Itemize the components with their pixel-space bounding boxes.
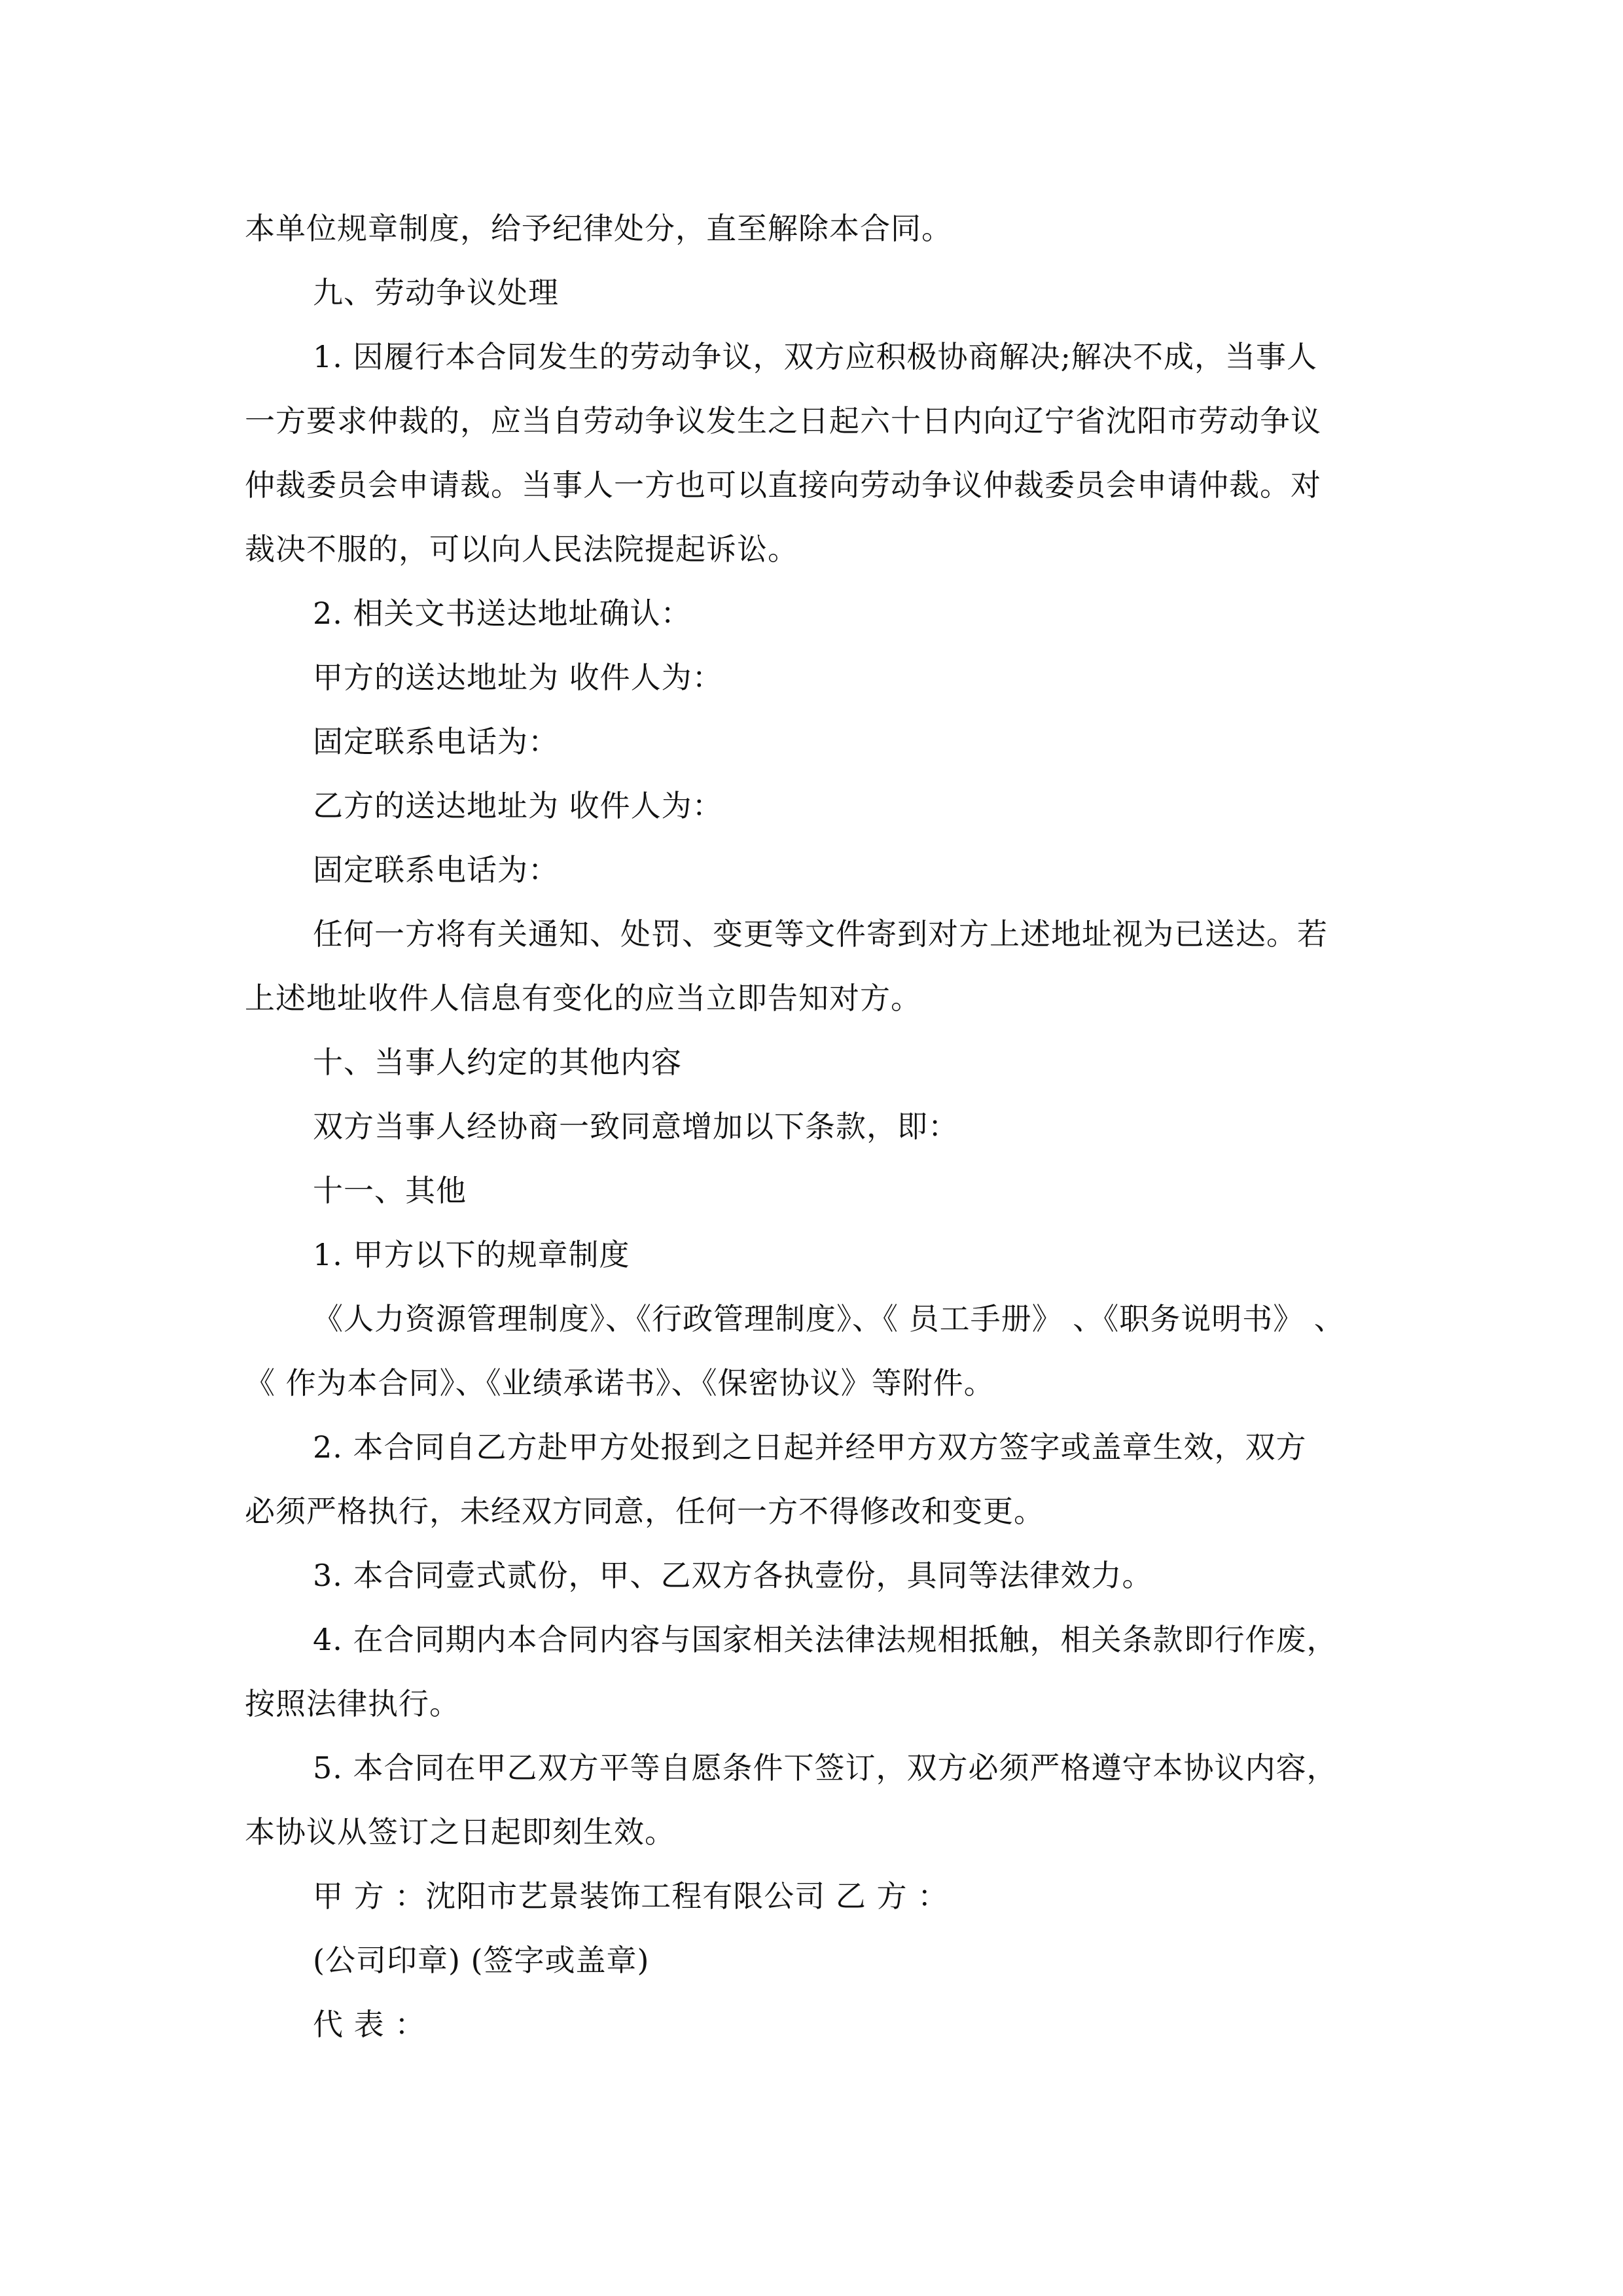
text-line: 甲 方 ：沈阳市艺景装饰工程有限公司 乙 方 ：: [313, 1878, 949, 1914]
text-line: 任何一方将有关通知、处罚、变更等文件寄到对方上述地址视为已送达。若: [313, 916, 1328, 952]
text-line: 2. 相关文书送达地址确认：: [313, 596, 692, 631]
text-line: 一方要求仲裁的，应当自劳动争议发生之日起六十日内向辽宁省沈阳市劳动争议: [245, 403, 1321, 439]
text-line: 5. 本合同在甲乙双方平等自愿条件下签订，双方必须严格遵守本协议内容，: [313, 1750, 1338, 1785]
text-line: 代 表 ：: [313, 2007, 426, 2042]
text-line: 4. 在合同期内本合同内容与国家相关法律法规相抵触，相关条款即行作废，: [313, 1622, 1338, 1657]
text-line: 十一、其他: [313, 1173, 467, 1208]
text-line: 甲方的送达地址为 收件人为：: [313, 660, 723, 695]
text-line: 2. 本合同自乙方赴甲方处报到之日起并经甲方双方签字或盖章生效，双方: [313, 1429, 1307, 1465]
text-line: 《 作为本合同》、《业绩承诺书》、《保密协议》等附件。: [245, 1365, 995, 1401]
text-line: 3. 本合同壹式贰份，甲、乙双方各执壹份，具同等法律效力。: [313, 1558, 1153, 1593]
text-line: 按照法律执行。: [245, 1686, 460, 1721]
text-line: (公司印章) (签字或盖章): [313, 1943, 650, 1978]
text-line: 双方当事人经协商一致同意增加以下条款，即：: [313, 1109, 959, 1144]
text-line: 九、劳动争议处理: [313, 275, 559, 310]
text-line: 1. 甲方以下的规章制度: [313, 1237, 630, 1272]
text-line: 本单位规章制度，给予纪律处分，直至解除本合同。: [245, 211, 952, 246]
text-line: 裁决不服的，可以向人民法院提起诉讼。: [245, 531, 798, 567]
document-body: [245, 196, 1397, 2056]
text-line: 1. 因履行本合同发生的劳动争议，双方应积极协商解决;解决不成，当事人: [313, 339, 1318, 374]
text-line: 乙方的送达地址为 收件人为：: [313, 788, 723, 823]
text-line: 必须严格执行，未经双方同意，任何一方不得修改和变更。: [245, 1494, 1044, 1529]
text-line: 固定联系电话为：: [313, 852, 559, 888]
text-line: 十、当事人约定的其他内容: [313, 1045, 682, 1080]
text-line: 上述地址收件人信息有变化的应当立即告知对方。: [245, 980, 921, 1016]
text-line: 本协议从签订之日起即刻生效。: [245, 1814, 675, 1850]
text-line: 固定联系电话为：: [313, 724, 559, 759]
text-line: 仲裁委员会申请裁。当事人一方也可以直接向劳动争议仲裁委员会申请仲裁。对: [245, 467, 1321, 503]
text-line: 《人力资源管理制度》、《行政管理制度》、《 员工手册》 、《职务说明书》 、: [313, 1301, 1345, 1336]
